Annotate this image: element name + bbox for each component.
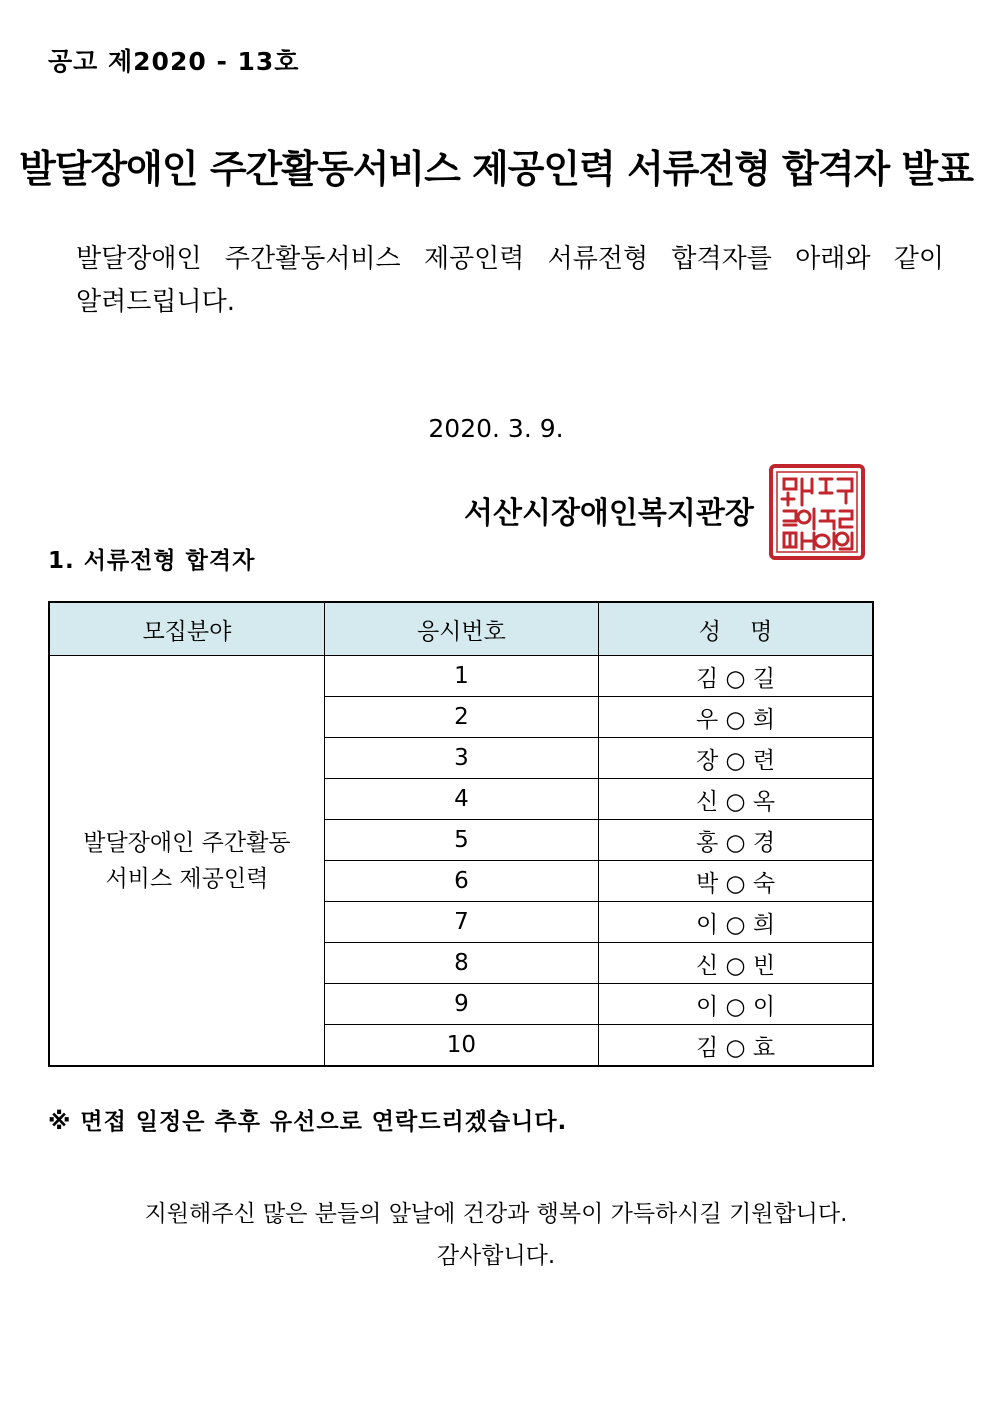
applicant-name-cell: 이 ○ 이: [599, 984, 873, 1025]
applicant-name-cell: 김 ○ 길: [599, 656, 873, 697]
intro-paragraph: [76, 238, 944, 324]
recruit-field-cell: [49, 656, 324, 1067]
applicant-name-cell: 신 ○ 옥: [599, 779, 873, 820]
exam-number-cell: 4: [324, 779, 598, 820]
header-name: 성 명: [599, 602, 873, 656]
exam-number-cell: 2: [324, 697, 598, 738]
organization-name: 서산시장애인복지관장: [464, 496, 754, 531]
applicant-name-cell: 장 ○ 련: [599, 738, 873, 779]
notice-number: 공고 제2020 - 13호: [48, 47, 300, 76]
exam-number-cell: 5: [324, 820, 598, 861]
table-header-row: [49, 602, 873, 656]
exam-number-cell: 7: [324, 902, 598, 943]
results-table: [48, 601, 874, 1067]
applicant-name-cell: 이 ○ 희: [599, 902, 873, 943]
intro-word: 서류전형: [547, 244, 649, 274]
announcement-date: 2020. 3. 9.: [428, 414, 564, 443]
exam-number-cell: 10: [324, 1025, 598, 1067]
intro-word: 같이: [893, 244, 944, 274]
intro-line-2: 알려드립니다.: [76, 287, 235, 317]
applicant-name-cell: 홍 ○ 경: [599, 820, 873, 861]
field-line: 발달장애인 주간활동: [83, 829, 291, 856]
exam-number-cell: 6: [324, 861, 598, 902]
table-row: [49, 656, 873, 697]
closing-message: [0, 1193, 992, 1277]
applicant-name-cell: 박 ○ 숙: [599, 861, 873, 902]
field-line: 서비스 제공인력: [105, 865, 269, 892]
document-title: 발달장애인 주간활동서비스 제공인력 서류전형 합격자 발표: [19, 147, 973, 191]
intro-word: 발달장애인: [76, 244, 202, 274]
closing-line: 지원해주신 많은 분들의 앞날에 건강과 행복이 가득하시길 기원합니다.: [144, 1201, 848, 1227]
intro-word: 제공인력: [423, 244, 525, 274]
official-seal-stamp: [768, 463, 866, 561]
header-field: 모집분야: [49, 602, 324, 656]
intro-word: 합격자를: [671, 244, 772, 274]
section-title: 1. 서류전형 합격자: [48, 548, 256, 574]
intro-word: 주간활동서비스: [224, 244, 401, 274]
closing-line: 감사합니다.: [436, 1243, 556, 1269]
applicant-name-cell: 신 ○ 빈: [599, 943, 873, 984]
intro-word: 아래와: [795, 244, 871, 274]
exam-number-cell: 1: [324, 656, 598, 697]
header-exam-number: 응시번호: [324, 602, 598, 656]
exam-number-cell: 9: [324, 984, 598, 1025]
applicant-name-cell: 김 ○ 효: [599, 1025, 873, 1067]
applicant-name-cell: 우 ○ 희: [599, 697, 873, 738]
exam-number-cell: 3: [324, 738, 598, 779]
interview-note: ※ 면접 일정은 추후 유선으로 연락드리겠습니다.: [48, 1109, 568, 1135]
exam-number-cell: 8: [324, 943, 598, 984]
intro-line-1: [76, 238, 944, 281]
